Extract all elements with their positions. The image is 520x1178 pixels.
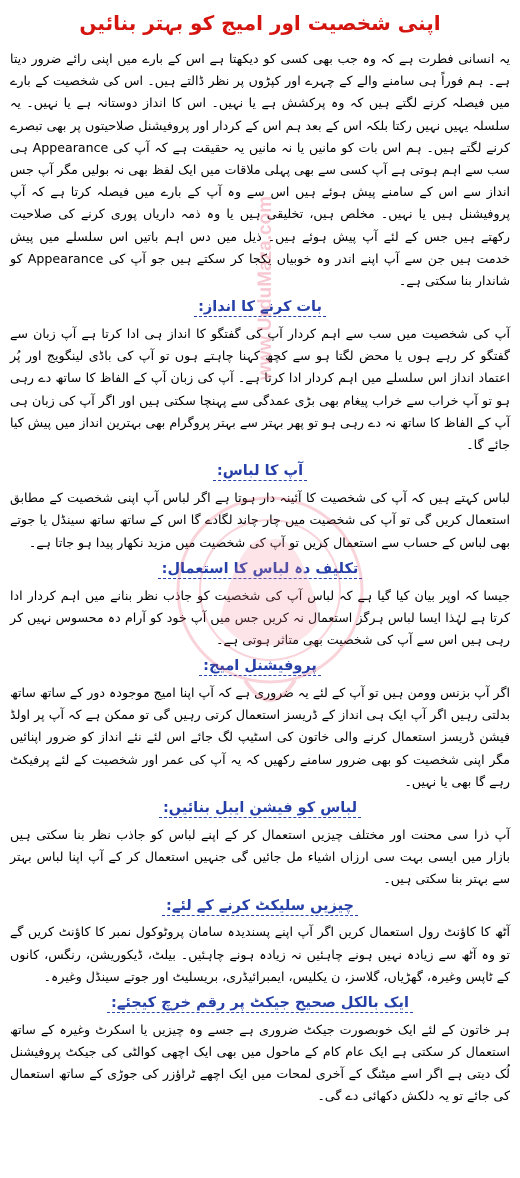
section-heading [10,657,510,676]
section-heading [10,994,510,1013]
section-body: آپ ذرا سی محنت اور مختلف چیزیں استعمال کر کے اپنے لباس کو جاذب نظر بنا سکتی ہیں بازار میں ایسی بہت سی ارزاں اشیاء مل جائیں گی جنہیں استعمال کر کے آپ اپنا لباس بہتر سے بہتر بنا سکتی ہیں۔ [10,826,510,887]
watermark-text: www.UrduMaza.com [255,195,276,380]
section-heading [10,897,510,916]
section-heading-text: ایک بالکل صحیح جیکٹ پر رقم خرچ کیجئے: [107,995,413,1013]
section-heading-text: بات کرنے کا انداز: [194,299,326,317]
section-heading-text: پروفیشنل امیج: [199,658,321,676]
section-body: اگر آپ بزنس وومن ہیں تو آپ کے لئے یہ ضروری ہے کہ آپ اپنا امیج موجودہ دور کے ساتھ ساتھ بدلتی رہیں اگر آپ ایک ہی انداز کے ڈریسز استعمال کرتی رہیں گی تو ممکن ہے کہ آپ پر اولڈ فیشن ڈریسز استعمال کرنے والی خاتون کی اسٹیپ لگ جائے اس لئے نئے انداز کو ضرور اپنائیں مگر اپنی شخصیت کو بھی ضرور سامنے رکھیں کہ یہ آپ کی عمر اور شخصیت کے لئے پرفیکٹ رہے گا بھی یا نہیں۔ [10,685,510,789]
section-heading [10,799,510,818]
page-title: اپنی شخصیت اور امیج کو بہتر بنائیں [79,11,441,35]
section-body: لباس کہتے ہیں کہ آپ کی شخصیت کا آئینہ دار ہوتا ہے اگر لباس آپ اپنی شخصیت کے مطابق استعمال کریں گی تو آپ کی شخصیت میں چار چاند لگادے گا اس کے ساتھ ساتھ سینڈل یا جوتے بھی لباس کے حساب سے استعمال کریں تو آپ کی شخصیت میں مزید نکھار پیدا ہو جاتا ہے۔ [10,490,510,550]
section-heading [10,560,510,579]
section-uncomfortable-dress [10,560,510,651]
section-body: ہر خاتون کے لئے ایک خوبصورت جیکٹ ضروری ہے جسے وہ چیزیں یا اسکرٹ وغیرہ کے ساتھ استعمال کر سکتی ہے ایک عام کام کے ماحول میں بھی ایک اچھی کوالٹی کی جیکٹ پروفیشنل لُک دیتی ہے اگر اسے میٹنگ کے آخری لمحات میں ایک اچھے ٹراؤزر کی جوڑی کے ساتھ استعمال کی جائے تو یہ دلکش دکھائی دے گی۔ [10,1021,510,1104]
section-body: آٹھ کا کاؤنٹ رول استعمال کریں اگر آپ اپنے پسندیدہ سامان پروٹوکول نمبر کا کاؤنٹ کریں گے تو وہ آٹھ سے زیادہ نہیں ہونے چاہئیں نہ زیادہ ہونے چاہئیں۔ بیلٹ، ڈیکوریشن، رنگس، کانوں کے ٹاپس وغیرہ، گھڑیاں، گلاسز، ن یکلیس، ایمبرائیڈری، بریسلیٹ اور جوتے سینڈل وغیرہ۔ [10,924,510,984]
section-heading-text: لباس کو فیشن ایبل بنائیں: [159,800,361,818]
section-heading [10,462,510,481]
section-body: آپ کی شخصیت میں سب سے اہم کردار آپ کی گفتگو کا انداز ہی ادا کرتا ہے آپ زبان سے گفتگو کر رہے ہوں یا محض لگتا ہو سے کچھ کہنا چاہتے ہوں تو آپ کی باڈی لینگویج اور پُر اعتماد انداز اس سلسلے میں اہم کردار ادا کرتا ہے۔ آپ کی زبان آپ کے الفاظ کا ساتھ دے رہی ہو تو آپ خراب سے خراب پیغام بھی بڑی عمدگی سے پہنچا سکتی ہیں اور اگر آپ کی زبان ہی آپ کے الفاظ کا ساتھ نہ دے رہی ہو تو پھر بہتر سے بہتر پروگرام بھی بہترین انداز میں پیش کیا جائے گا۔ [10,326,510,453]
section-jacket [10,994,510,1108]
section-heading-text: تکلیف دہ لباس کا استعمال: [158,561,363,579]
section-heading-text: آپ کا لباس: [213,463,307,481]
section-heading-text: چیزیں سلیکٹ کرنے کے لئے: [162,898,358,916]
section-body: جیسا کہ اوپر بیان کیا گیا ہے کہ لباس آپ کی شخصیت کو جاذب نظر بنانے میں اہم کردار ادا کرتا ہے لہٰذا ایسا لباس ہرگز استعمال نہ کریں جس میں آپ خود کو آرام دہ محسوس نہیں کر رہی ہیں اس سے آپ کی شخصیت بھی متاثر ہوتی ہے۔ [10,587,510,647]
section-selecting-items [10,897,510,988]
section-heading [10,298,510,317]
section-your-dress [10,462,510,553]
intro-paragraph: یہ انسانی فطرت ہے کہ وہ جب بھی کسی کو دیکھتا ہے اس کے بارے میں اپنی رائے ضرور دیتا ہے۔ ہم فوراً ہی سامنے والے کے چہرے اور کپڑوں پر نظر ڈالتے ہیں۔ اس کی شخصیت کے بارے میں فیصلہ کرنے لگتے ہیں کہ وہ پرکشش ہے یا نہیں۔ اس کا انداز دوستانہ ہے یا نہیں۔ یہ سلسلہ یہیں نہیں رکتا بلکہ اس کے بعد ہم اس کے کردار اور پروفیشنل صلاحیتوں پر بھی تبصرے کرنے لگتے ہیں۔ ہم اس بات کو مانیں یا نہ مانیں یہ حقیقت ہے کہ آپ کی Appearance ہی سب سے اہم ہوتی ہے آپ کسی سے بھی پہلی ملاقات میں ایک لفظ بھی نہ بولیں مگر آپ جس انداز سے اس کے سامنے پیش ہوئے ہیں اس سے وہ آپ کے بارے میں فیصلہ کرتا ہے کہ آپ پروفیشنل ہیں یا نہیں۔ مخلص ہیں، تخلیقی ہیں یا وہ ذمہ داریاں پوری کرنے کی صلاحیت رکھتے ہیں جس کے لئے آپ پیش ہوئے ہیں۔ ذیل میں دس اہم باتیں اس سلسلے میں پیش خدمت ہیں جن سے آپ اپنے اندر وہ خوبیاں یکجا کر سکتے ہیں جو آپ کی Appearance کو شاندار بنا سکتی ہے۔ [10,51,510,289]
section-speaking-style [10,298,510,456]
section-fashionable-dress [10,799,510,890]
section-professional-image [10,657,510,793]
